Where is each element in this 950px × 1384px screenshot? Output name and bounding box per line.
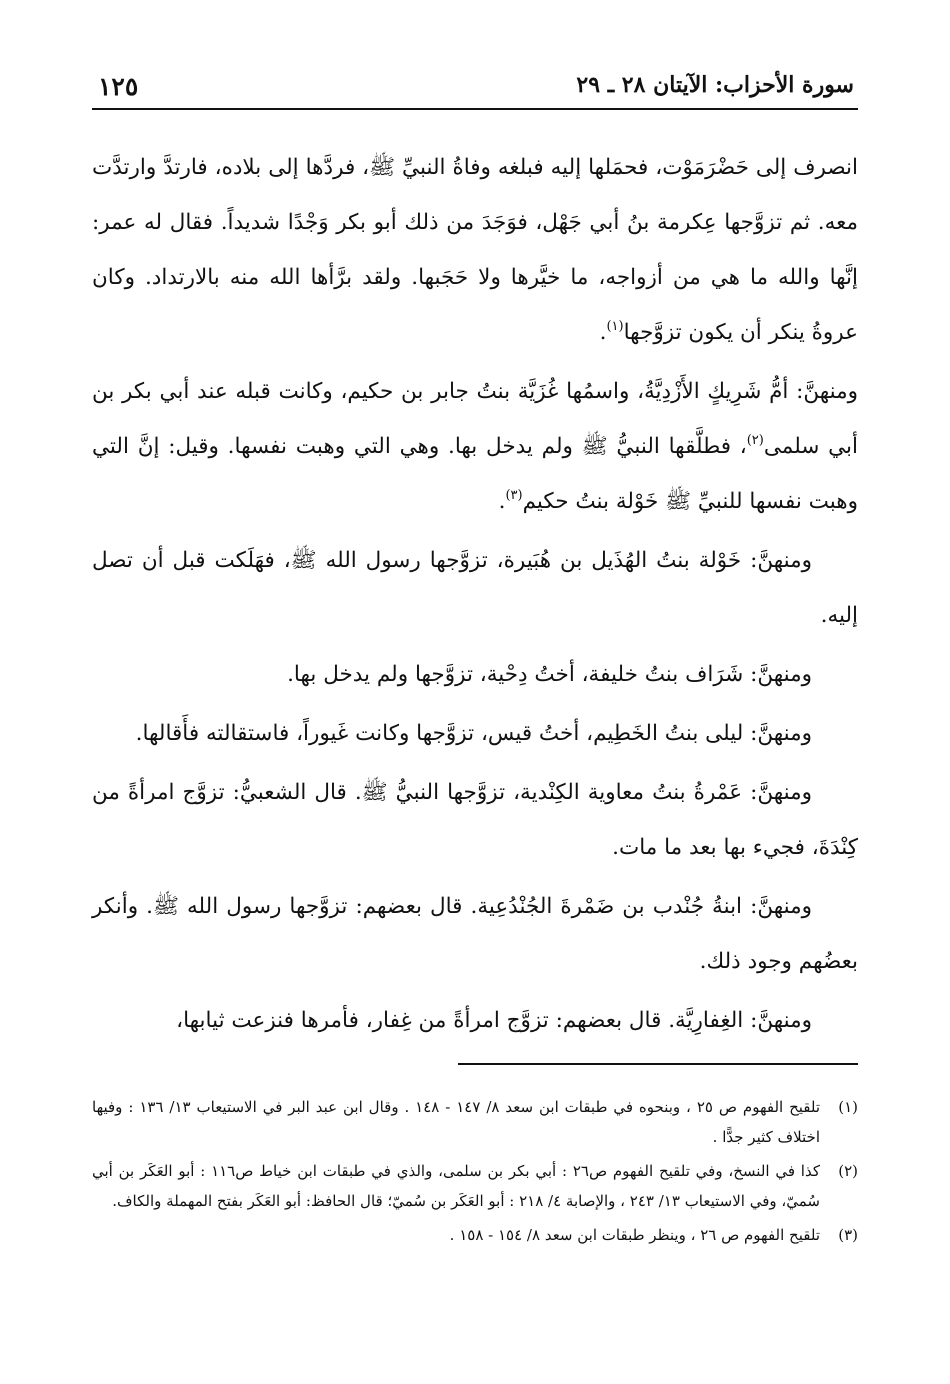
paragraph-2: ومنهنَّ: أمُّ شَرِيكٍ الأَزْدِيَّةُ، واسمُها غُزَيَّة بنتُ جابر بن حكيم، وكانت قبله عند أبي بكر بن أبي سلمى$^{(٢)}$، فطلَّقها النبيُّ ﷺ ولم يدخل بها. وهي التي وهبت نفسها. وقيل: إنَّ التي وهبت نفسها للنبيِّ ﷺ خَوْلة بنتُ حكيم$^{(٣)}$. <box>92 379 858 514</box>
paragraph-1: انصرف إلى حَضْرَمَوْت، فحمَلها إليه فبلغه وفاةُ النبيِّ ﷺ، فردَّها إلى بلاده، فارتدَّ وارتدَّت معه. ثم تزوَّجها عِكرمة بنُ أبي جَهْل، فوَجَدَ من ذلك أبو بكر وَجْدًا شديداً. فقال له عمر: إنَّها والله ما هي من أزواجه، ما خيَّرها ولا حَجَبها. ولقد برَّأها الله منه بالارتداد. وكان عروةُ ينكر أن يكون تزوَّجها$^{(١)}$. <box>92 155 858 345</box>
paragraph-3: ومنهنَّ: خَوْلة بنتُ الهُذَيل بن هُبَيرة، تزوَّجها رسول الله ﷺ، فهَلَكت قبل أن تصل إليه. <box>92 548 858 628</box>
paragraph-1-text: انصرف إلى حَضْرَمَوْت، فحمَلها إليه فبلغه وفاةُ النبيِّ ﷺ، فردَّها إلى بلاده، فارتدَّ وارتدَّت معه. ثم تزوَّجها عِكرمة بنُ أبي جَهْل، فوَجَدَ من ذلك أبو بكر وَجْدًا شديداً. فقال له عمر: إنَّها والله ما هي من أزواجه، ما خيَّرها ولا حَجَبها. ولقد برَّأها الله منه بالارتداد. وكان عروةُ ينكر أن يكون تزوَّجها <box>92 155 858 345</box>
footnote-2-text: كذا في النسخ، وفي تلقيح الفهوم ص٢٦ : أبي بكر بن سلمى، والذي في طبقات ابن خياط ص١١٦ : أبو العَكَر بن أبي سُميّ، وفي الاستيعاب ١٣/ ٢٤٣ ، والإصابة ٤/ ٢١٨ : أبو العَكَر بن سُميّ؛ قال الحافظ: أبو العَكَر بفتح المهملة والكاف. <box>92 1162 820 1210</box>
footnotes <box>92 1092 858 1254</box>
footnote-3 <box>92 1220 858 1250</box>
footnote-3-text: تلقيح الفهوم ص ٢٦ ، وينظر طبقات ابن سعد ٨/ ١٥٤ - ١٥٨ . <box>449 1226 820 1244</box>
paragraph-2-text-b: ، فطلَّقها النبيُّ ﷺ ولم يدخل بها. وهي التي وهبت نفسها. وقيل: إنَّ التي وهبت نفسها للنبيِّ ﷺ خَوْلة بنتُ حكيم <box>92 434 858 514</box>
footnote-ref-3: (٣) <box>505 488 523 503</box>
page-number: ١٢٥ <box>98 72 139 101</box>
paragraph-4: ومنهنَّ: شَرَاف بنتُ خليفة، أختُ دِحْية، تزوَّجها ولم يدخل بها. <box>287 662 812 687</box>
paragraph-8: ومنهنَّ: الغِفارِيَّة. قال بعضهم: تزوَّج امرأةً من غِفار، فأمرها فنزعت ثيابها، <box>176 1008 812 1033</box>
page-header <box>92 68 858 110</box>
footnote-ref-1: (١) <box>606 319 624 334</box>
footnote-2 <box>92 1156 858 1216</box>
footnote-1 <box>92 1092 858 1152</box>
footnote-1-text: تلقيح الفهوم ص ٢٥ ، وبنحوه في طبقات ابن سعد ٨/ ١٤٧ - ١٤٨ . وقال ابن عبد البر في الاستيعاب ١٣/ ١٣٦ : وفيها اختلاف كثير جدًّا . <box>92 1098 821 1146</box>
footnote-1-number: (١) <box>838 1098 858 1116</box>
paragraph-6: ومنهنَّ: عَمْرةُ بنتُ معاوية الكِنْدية، تزوَّجها النبيُّ ﷺ. قال الشعبيُّ: تزوَّج امرأةً من كِنْدَةَ، فجيء بها بعد ما مات. <box>92 780 858 860</box>
paragraph-7: ومنهنَّ: ابنةُ جُنْدب بن ضَمْرةَ الجُنْدُعِية. قال بعضهم: تزوَّجها رسول الله ﷺ. وأنكر بعضُهم وجود ذلك. <box>92 894 858 974</box>
main-text <box>92 140 858 1052</box>
running-title: سورة الأحزاب: الآيتان ٢٨ ـ ٢٩ <box>576 72 854 98</box>
footnote-2-number: (٢) <box>838 1162 858 1180</box>
footnote-separator <box>458 1063 858 1065</box>
footnote-3-number: (٣) <box>838 1226 858 1244</box>
paragraph-2-text-a: ومنهنَّ: أمُّ شَرِيكٍ الأَزْدِيَّةُ، واسمُها غُزَيَّة بنتُ جابر بن حكيم، وكانت قبله عند أبي بكر بن أبي سلمى <box>92 379 858 459</box>
footnote-ref-2: (٢) <box>746 433 764 448</box>
paragraph-5: ومنهنَّ: ليلى بنتُ الخَطِيم، أختُ قيس، تزوَّجها وكانت غَيوراً، فاستقالته فأَقالها. <box>135 721 812 746</box>
